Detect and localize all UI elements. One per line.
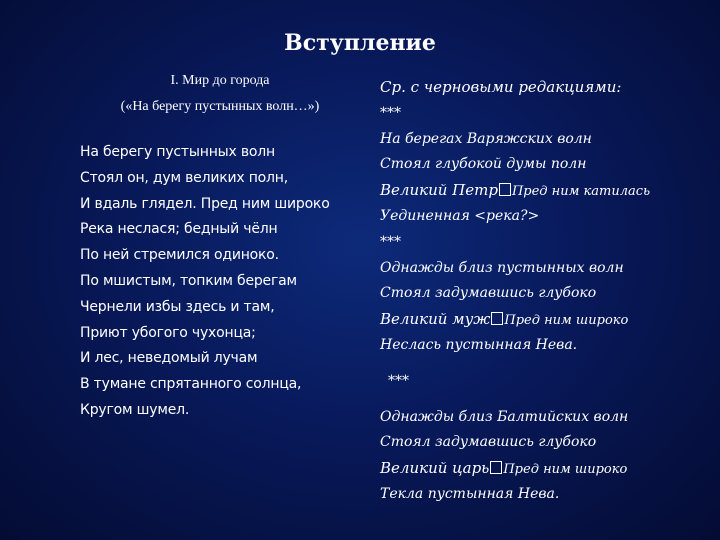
left-heading [60,68,380,120]
slide-title: Вступление [284,30,436,56]
poem-line: Стоял он, дум великих полн, [80,169,288,186]
draft-line: Стоял задумавшись глубоко [380,434,597,451]
poem-line: По мшистым, топким берегам [80,272,297,289]
poem-line: В тумане спрятанного солнца, [80,376,302,393]
draft-line-part: Пред ним катилась [511,184,651,200]
comparison-heading: Ср. с черновыми редакциями: [380,78,622,96]
poem-line: Чернели избы здесь и там, [80,298,275,315]
draft-line: Стоял глубокой думы полн [380,156,587,173]
draft-line [380,456,710,482]
poem-subtitle: («На берегу пустынных волн…») [120,99,320,114]
poem-text [80,140,370,424]
poem-line: По ней стремился одиноко. [80,247,279,264]
missing-glyph-box [499,183,511,196]
poem-line: И вдаль глядел. Пред ним широко [80,195,330,212]
missing-glyph-box [490,461,502,474]
draft-line-part: Великий Петр [380,181,498,200]
draft-line-part: Великий царь [380,459,490,478]
missing-glyph-box [491,312,503,325]
poem-line: Река неслася; бедный чёлн [80,221,278,238]
draft-line-part: Пред ним широко [504,313,629,329]
draft-line: Однажды близ Балтийских волн [380,408,629,425]
spacer [380,359,710,369]
separator-stars: *** [380,104,401,121]
draft-line: Однажды близ пустынных волн [380,259,624,276]
draft-line: Текла пустынная Нева. [380,485,560,502]
poem-line: Кругом шумел. [80,401,190,418]
draft-line: Неслась пустынная Нева. [380,336,578,353]
poem-line: На берегу пустынных волн [80,144,275,160]
draft-line: На берегах Варяжских волн [380,130,592,147]
separator-stars: *** [388,372,409,389]
spacer [380,395,710,405]
chapter-heading: I. Мир до города [170,73,270,88]
draft-line: Уединенная <река?> [380,207,540,224]
draft-line: Стоял задумавшись глубоко [380,285,597,302]
separator-stars: *** [380,233,401,250]
draft-line-part: Пред ним широко [503,462,628,478]
poem-line: И лес, неведомый лучам [80,350,258,367]
draft-line-part: Великий муж [380,310,491,329]
draft-line [380,178,710,204]
draft-line [380,307,710,333]
draft-comparison [380,75,710,508]
poem-line: Приют убогого чухонца; [80,324,256,341]
